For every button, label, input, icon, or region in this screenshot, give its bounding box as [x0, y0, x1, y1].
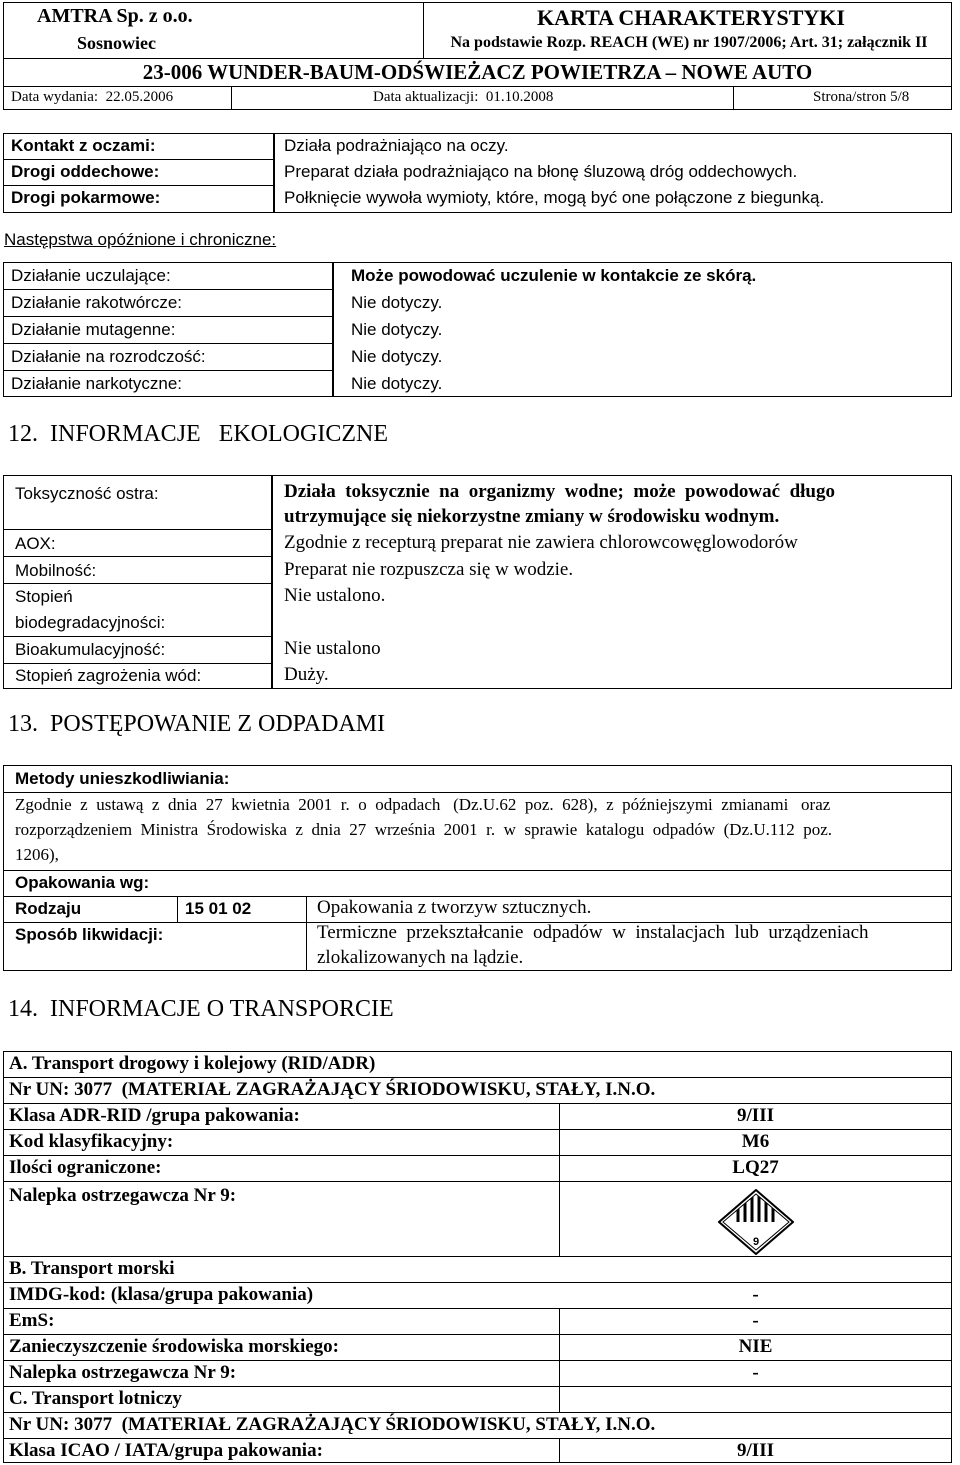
waste-methods-line-1: Zgodnie z ustawą z dnia 27 kwietnia 2001 r. o odpadach (Dz.U.62 poz. 628), z późniejszymi zmianami oraz: [15, 795, 831, 814]
hazard-label-class-9: [718, 1189, 794, 1255]
product-name: 23-006 WUNDER-BAUM-ODŚWIEŻACZ POWIETRZA – NOWE AUTO: [142, 60, 813, 84]
eco-value-bioaccumulation: Nie ustalono: [284, 638, 381, 659]
transport-label9-label: Nalepka ostrzegawcza Nr 9:: [9, 1185, 237, 1206]
chronic-effects-table: [3, 262, 952, 397]
exposure-value-respiratory: Preparat działa podrażniająco na błonę śluzową dróg oddechowych.: [284, 162, 798, 181]
transport-table: [3, 1051, 952, 1463]
transport-class-code-value: M6: [741, 1131, 770, 1152]
waste-disposal-label: Sposób likwidacji:: [15, 925, 164, 944]
update-date-value: 01.10.2008: [485, 89, 554, 105]
document-header: [3, 2, 952, 110]
chronic-label-mutagenic: Działanie mutagenne:: [11, 320, 176, 339]
exposure-value-eyes: Działa podrażniająco na oczy.: [284, 136, 509, 155]
transport-adr-class-value: 9/III: [737, 1105, 774, 1126]
transport-marine-pollutant-value: NIE: [738, 1336, 773, 1357]
eco-value-water-hazard: Duży.: [284, 664, 329, 685]
eco-value-mobility: Preparat nie rozpuszcza się w wodzie.: [284, 559, 574, 580]
hazard-label-number: 9: [752, 1236, 760, 1248]
eco-value-toxicity-1: Działa toksycznie na organizmy wodne; może powodować długo: [284, 481, 835, 502]
waste-box: [3, 765, 952, 971]
ecological-table: [3, 475, 952, 689]
waste-methods-line-3: 1206),: [15, 845, 59, 864]
transport-air-class-value: 9/III: [737, 1440, 774, 1461]
eco-label-biodeg-2: biodegradacyjności:: [15, 613, 166, 632]
transport-sea-title: B. Transport morski: [9, 1258, 175, 1279]
section-12-title: 12. INFORMACJE EKOLOGICZNE: [8, 421, 388, 447]
eco-label-aox: AOX:: [15, 534, 56, 553]
waste-methods-line-2: rozporządzeniem Ministra Środowiska z dnia 27 września 2001 r. w sprawie katalogu odpadów (Dz.U.112 poz.: [15, 820, 833, 839]
eco-label-water-hazard: Stopień zagrożenia wód:: [15, 666, 202, 685]
eco-value-aox: Zgodnie z recepturą preparat nie zawiera chlorowcowęglowodorów: [284, 532, 798, 553]
transport-ems-value: -: [752, 1310, 759, 1331]
chronic-label-reproductive: Działanie na rozrodczość:: [11, 347, 206, 366]
company-city: Sosnowiec: [77, 33, 157, 53]
transport-ems-label: EmS:: [9, 1310, 55, 1331]
transport-air-un-line: Nr UN: 3077 (MATERIAŁ ZAGRAŻAJĄCY ŚRIODOWISKU, STAŁY, I.N.O.: [9, 1414, 656, 1435]
transport-sea-label9-value: -: [752, 1362, 759, 1383]
chronic-label-sensitizing: Działanie uczulające:: [11, 266, 171, 285]
transport-un-line: Nr UN: 3077 (MATERIAŁ ZAGRAŻAJĄCY ŚRIODOWISKU, STAŁY, I.N.O.: [9, 1079, 656, 1100]
exposure-table: [3, 133, 952, 213]
waste-disposal-value-2: zlokalizowanych na lądzie.: [317, 947, 524, 968]
transport-air-title: C. Transport lotniczy: [9, 1388, 182, 1409]
regulation-line: Na podstawie Rozp. REACH (WE) nr 1907/2006; Art. 31; załącznik II: [450, 34, 928, 51]
company-name: AMTRA Sp. z o.o.: [37, 5, 193, 27]
eco-label-mobility: Mobilność:: [15, 561, 97, 580]
exposure-value-ingestion: Połknięcie wywoła wymioty, które, mogą być one połączone z biegunką.: [284, 188, 825, 207]
section-13-title: 13. POSTĘPOWANIE Z ODPADAMI: [8, 711, 386, 737]
waste-packaging-label: Opakowania wg:: [15, 873, 150, 892]
chronic-label-carcinogenic: Działanie rakotwórcze:: [11, 293, 183, 312]
chronic-value-sensitizing: Może powodować uczulenie w kontakcie ze skórą.: [351, 266, 757, 285]
transport-sea-label9-label: Nalepka ostrzegawcza Nr 9:: [9, 1362, 237, 1383]
transport-class-code-label: Kod klasyfikacyjny:: [9, 1131, 174, 1152]
eco-value-biodeg: Nie ustalono.: [284, 585, 386, 606]
transport-imdg-label: IMDG-kod: (klasa/grupa pakowania): [9, 1284, 314, 1305]
issue-date-value: 22.05.2006: [105, 89, 174, 105]
eco-label-toxicity: Toksyczność ostra:: [15, 484, 159, 503]
transport-adr-class-label: Klasa ADR-RID /grupa pakowania:: [9, 1105, 300, 1126]
transport-limited-qty-label: Ilości ograniczone:: [9, 1157, 162, 1178]
waste-type-value: Opakowania z tworzyw sztucznych.: [317, 897, 592, 918]
update-date: [373, 89, 553, 106]
chronic-value-reproductive: Nie dotyczy.: [351, 347, 443, 366]
waste-disposal-value-1: Termiczne przekształcanie odpadów w instalacjach lub urządzeniach: [317, 922, 869, 943]
waste-type-code: 15 01 02: [185, 899, 252, 918]
issue-date-label: Data wydania:: [11, 89, 99, 105]
transport-air-class-label: Klasa ICAO / IATA/grupa pakowania:: [9, 1440, 323, 1461]
section-14-title: 14. INFORMACJE O TRANSPORCIE: [8, 996, 394, 1022]
transport-marine-pollutant-label: Zanieczyszczenie środowiska morskiego:: [9, 1336, 339, 1357]
chronic-label-narcotic: Działanie narkotyczne:: [11, 374, 183, 393]
eco-label-biodeg-1: Stopień: [15, 587, 73, 606]
exposure-label-ingestion: Drogi pokarmowe:: [11, 188, 161, 207]
issue-date: [11, 89, 173, 106]
waste-methods-label: Metody unieszkodliwiania:: [15, 769, 230, 788]
chronic-value-mutagenic: Nie dotyczy.: [351, 320, 443, 339]
chronic-value-narcotic: Nie dotyczy.: [351, 374, 443, 393]
transport-road-title: A. Transport drogowy i kolejowy (RID/ADR): [9, 1053, 376, 1074]
chronic-effects-title: Następstwa opóźnione i chroniczne:: [4, 230, 277, 249]
transport-limited-qty-value: LQ27: [732, 1157, 779, 1178]
page-number: Strona/stron 5/8: [813, 89, 910, 105]
document-title: KARTA CHARAKTERYSTYKI: [537, 5, 845, 30]
eco-value-toxicity-2: utrzymujące się niekorzystne zmiany w środowisku wodnym.: [284, 506, 780, 527]
update-date-label: Data aktualizacji:: [373, 89, 479, 105]
waste-type-label: Rodzaju: [15, 899, 82, 918]
chronic-value-carcinogenic: Nie dotyczy.: [351, 293, 443, 312]
transport-imdg-value: -: [752, 1284, 759, 1305]
eco-label-bioaccumulation: Bioakumulacyjność:: [15, 640, 166, 659]
exposure-label-eyes: Kontakt z oczami:: [11, 136, 156, 155]
exposure-label-respiratory: Drogi oddechowe:: [11, 162, 160, 181]
